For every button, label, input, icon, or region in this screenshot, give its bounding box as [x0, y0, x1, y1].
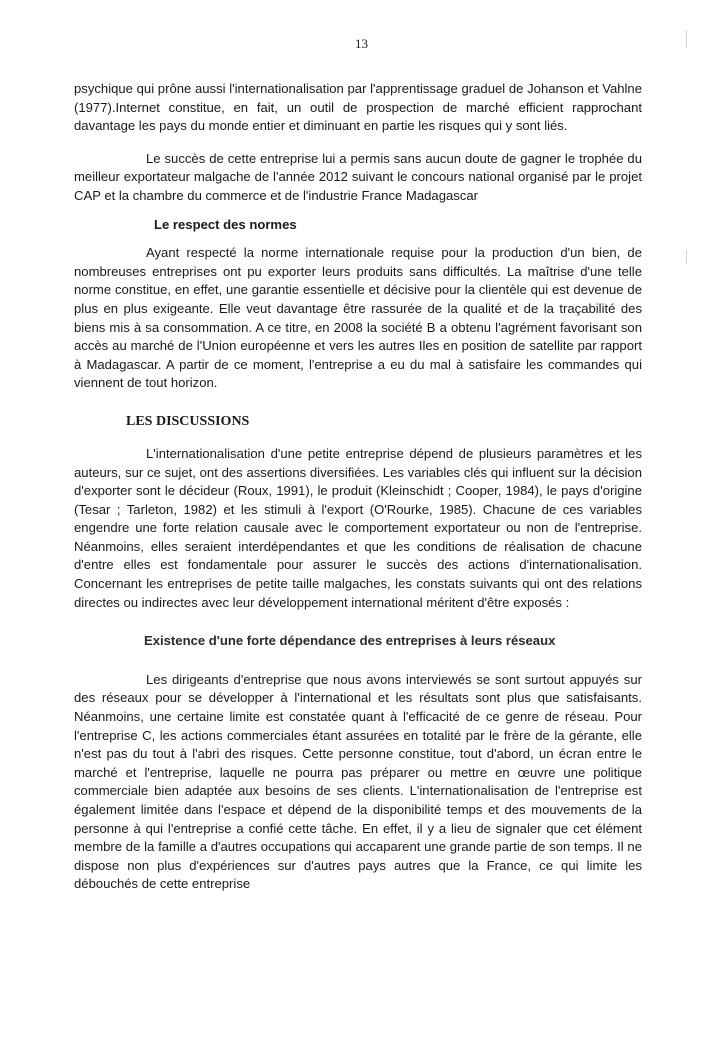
paragraph-trophy: Le succès de cette entreprise lui a permis sans aucun doute de gagner le trophée du meilleur exportateur malgache de l'année 2012 suivant le concours national organisé par le projet CAP et la chambre du commerce et de l'industrie France Madagascar	[74, 150, 642, 203]
heading-norms: Le respect des normes	[154, 216, 297, 232]
page-number: 13	[355, 36, 368, 51]
scan-edge-mark-mid	[686, 250, 687, 264]
paragraph-intro: psychique qui prône aussi l'internationalisation par l'apprentissage graduel de Johanson et Vahlne (1977).Internet constitue, en fait, un outil de prospection de marché efficient rapprochant davantage les pays du monde entier et diminuant en partie les risques qui y sont liés.	[74, 81, 642, 134]
document-body	[74, 80, 642, 894]
heading-discussions: LES DISCUSSIONS	[126, 413, 250, 429]
paragraph-networks: Les dirigeants d'entreprise que nous avons interviewés se sont surtout appuyés sur des réseaux pour se développer à l'international et les résultats sont plus que satisfaisants. Néanmoins, une certaine limite est constatée quant à l'efficacité de ce genre de réseau. Pour l'entreprise C, les actions commerciales étant assurées en totalité par le frère de la gérante, elle n'est pas du tout à l'abri des risques. Cette personne constitue, tout d'abord, un écran entre le marché et l'entreprise, laquelle ne pourra pas préparer ou mettre en œuvre une politique commerciale bien adaptée aux besoins de ses clients. L'internationalisation de l'entreprise est également limitée dans l'espace et dépend de la disponibilité temps et des mouvements de la personne à qui l'entreprise a confié cette tâche. En effet, il y a lieu de signaler que cet élément membre de la famille a d'autres occupations qui accaparent une grande partie de son temps. Il ne dispose non plus d'expériences sur d'autres pays autres que la France, ce qui limite les débouchés de cette entreprise	[74, 671, 642, 892]
heading-networks: Existence d'une forte dépendance des entreprises à leurs réseaux	[144, 633, 556, 649]
paragraph-norms: Ayant respecté la norme internationale requise pour la production d'un bien, de nombreuses entreprises ont pu exporter leurs produits sans difficultés. La maîtrise d'une telle norme constitue, en effet, une garantie essentielle et décisive pour la clientèle qui est devenue de plus en plus exigeante. Elle veut davantage être rassurée de la qualité et de la traçabilité des biens mis à sa consommation. A ce titre, en 2008 la société B a obtenu l'agrément favorisant son accès au marché de l'Union européenne et vers les autres Iles en position de satellite par rapport à Madagascar. A partir de ce moment, l'entreprise a eu du mal à satisfaire les commandes qui viennent de tout horizon.	[74, 245, 642, 391]
paragraph-discussions: L'internationalisation d'une petite entreprise dépend de plusieurs paramètres et les auteurs, sur ce sujet, ont des assertions diversifiées. Les variables clés qui influent sur la décision d'exporter sont le décideur (Roux, 1991), le produit (Kleinschidt ; Cooper, 1984), le pays d'origine (Tesar ; Tarleton, 1982) et les stimuli à l'export (O'Rourke, 1985). Chacune de ces variables engendre une forte relation causale avec le comportement exportateur ou non de l'entreprise. Néanmoins, elles seraient interdépendantes et que les conditions de réalisation de chacune d'entre elles est fondamentale pour assurer le succès des actions d'internationalisation. Concernant les entreprises de petite taille malgaches, les constats suivants qui ont des relations directes ou indirectes avec leur développement international méritent d'être exposés :	[74, 445, 642, 610]
